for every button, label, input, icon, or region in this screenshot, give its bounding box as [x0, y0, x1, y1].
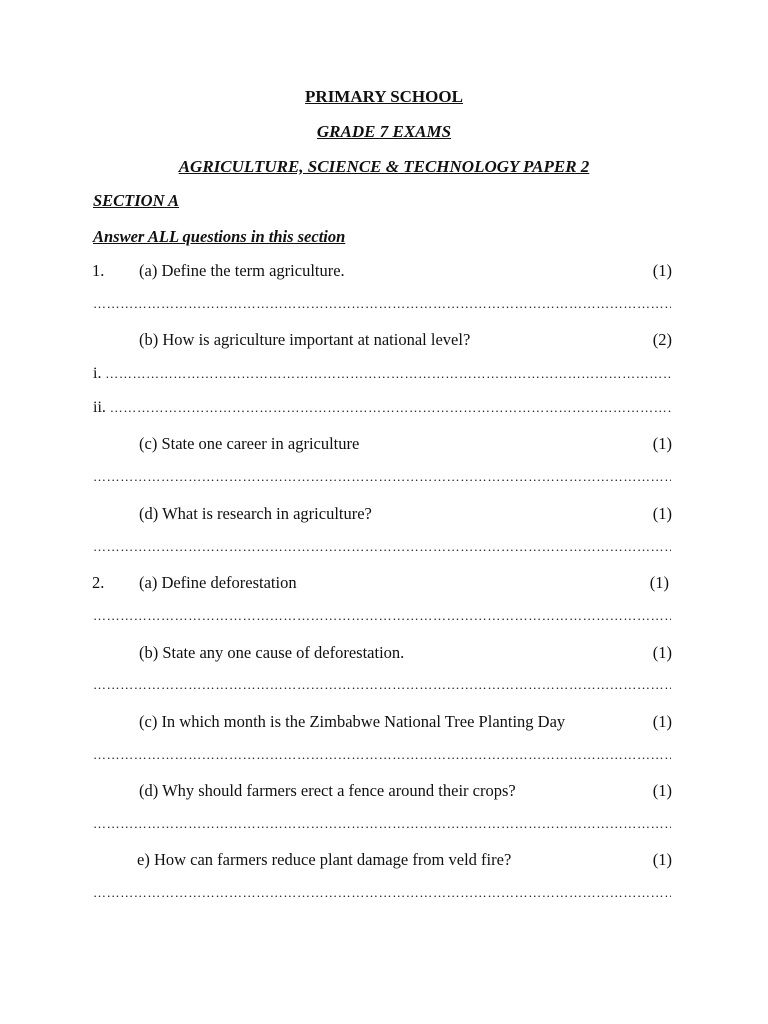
question-1b-marks: (2): [652, 330, 672, 349]
answer-line[interactable]: [93, 399, 671, 417]
question-2c-marks: (1): [652, 712, 672, 731]
question-2e-text: e) How can farmers reduce plant damage from veld fire?: [137, 850, 512, 869]
question-2d-text: (d) Why should farmers erect a fence around their crops?: [139, 781, 516, 800]
question-number: 1.: [92, 261, 105, 280]
question-1c-text: (c) State one career in agriculture: [139, 434, 360, 453]
answer-line[interactable]: [93, 296, 671, 312]
section-title: SECTION A: [93, 191, 180, 210]
exam-title: GRADE 7 EXAMS: [316, 122, 452, 141]
answer-line[interactable]: [93, 885, 671, 901]
answer-label: i.: [93, 365, 102, 382]
question-2b-text: (b) State any one cause of deforestation.: [139, 643, 405, 662]
answer-line[interactable]: [93, 365, 671, 383]
section-instruction: Answer ALL questions in this section: [93, 227, 346, 246]
question-2e-marks: (1): [652, 850, 672, 869]
question-2a-marks: (1): [649, 573, 669, 592]
answer-line[interactable]: [93, 677, 671, 693]
question-2c-text: (c) In which month is the Zimbabwe National Tree Planting Day: [139, 712, 566, 731]
answer-label: ii.: [93, 399, 106, 416]
answer-line[interactable]: [93, 539, 671, 555]
paper-title: AGRICULTURE, SCIENCE & TECHNOLOGY PAPER 2: [178, 157, 590, 176]
question-1b-text: (b) How is agriculture important at national level?: [139, 330, 471, 349]
question-2d-marks: (1): [652, 781, 672, 800]
question-2a-text: (a) Define deforestation: [139, 573, 297, 592]
school-title: PRIMARY SCHOOL: [305, 87, 463, 106]
question-1c-marks: (1): [652, 434, 672, 453]
question-1a-text: (a) Define the term agriculture.: [139, 261, 345, 280]
answer-line[interactable]: [93, 608, 671, 624]
question-1a-marks: (1): [652, 261, 672, 280]
question-1d-text: (d) What is research in agriculture?: [139, 504, 372, 523]
question-2b-marks: (1): [652, 643, 672, 662]
answer-line[interactable]: [93, 747, 671, 763]
question-1d-marks: (1): [652, 504, 672, 523]
question-number: 2.: [92, 573, 105, 592]
answer-line[interactable]: [93, 816, 671, 832]
answer-line[interactable]: [93, 469, 671, 485]
